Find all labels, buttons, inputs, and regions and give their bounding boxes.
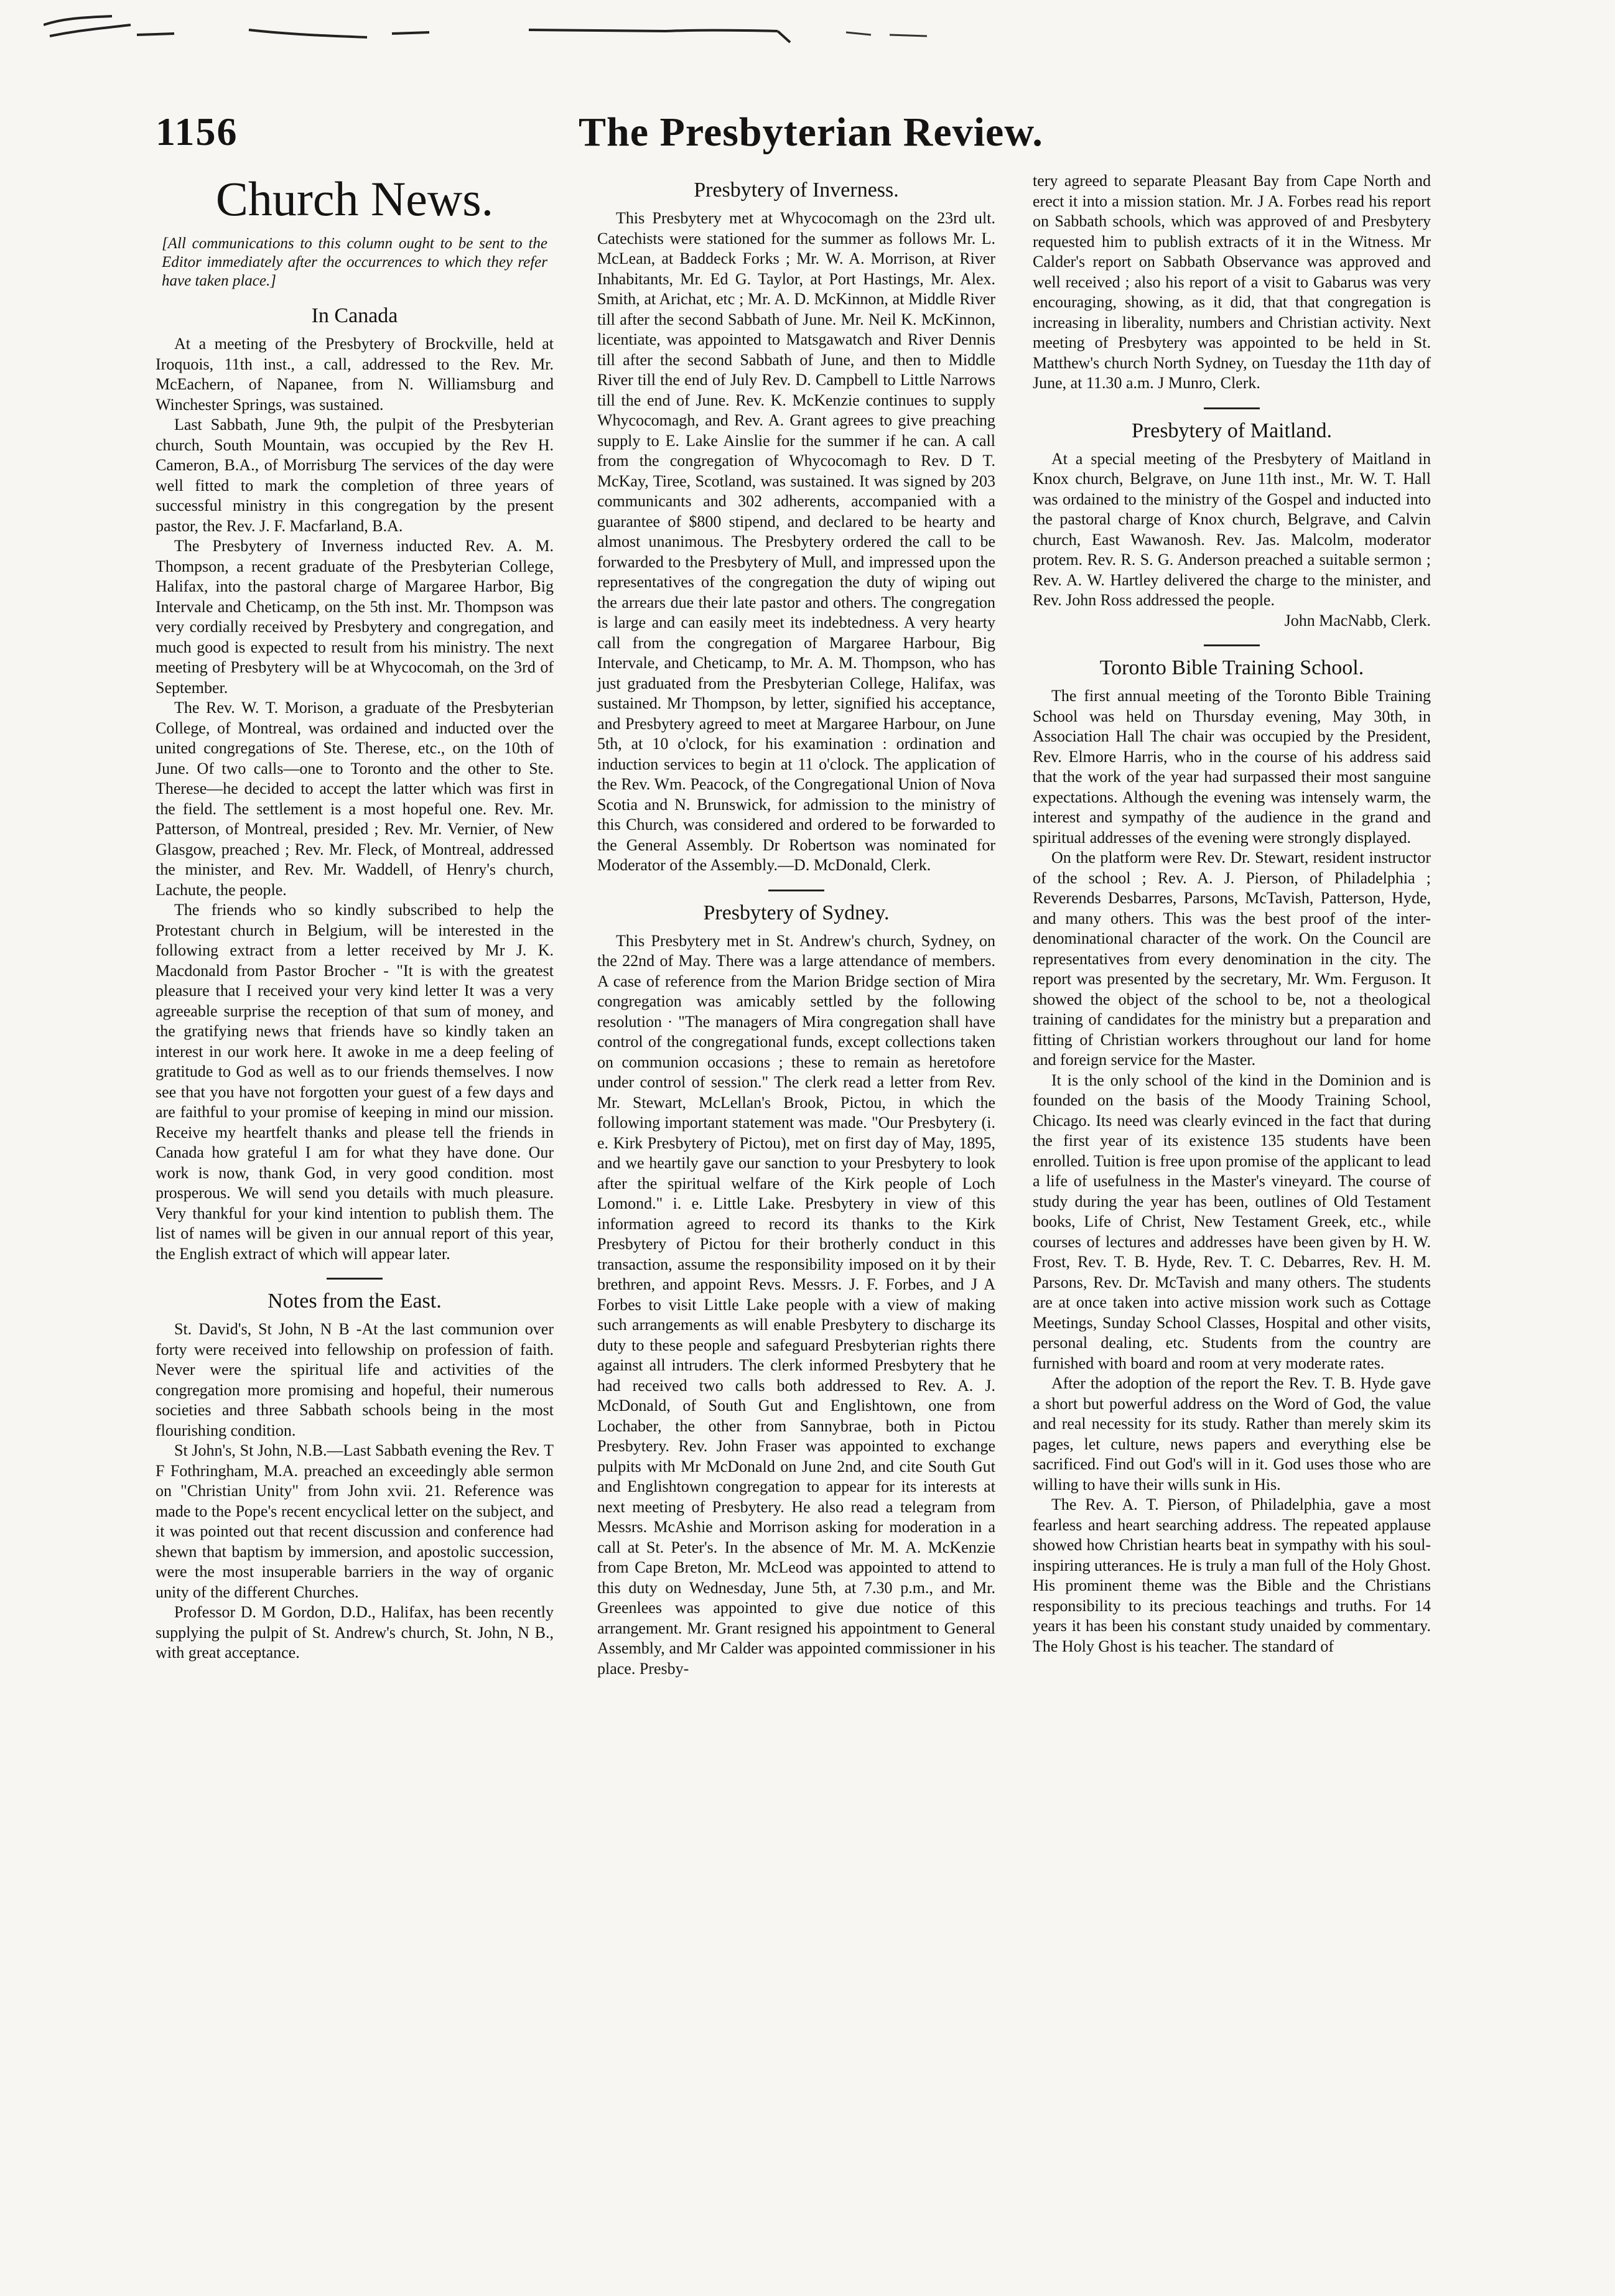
section-heading-notes-from-east: Notes from the East. xyxy=(268,1290,442,1313)
page-number: 1156 xyxy=(156,109,238,154)
in-canada-body xyxy=(156,334,554,1264)
maitland-body xyxy=(1033,449,1431,631)
section-heading-in-canada: In Canada xyxy=(311,304,398,327)
sydney-continued-body xyxy=(1033,171,1431,394)
column-2 xyxy=(597,171,995,1679)
paragraph: Professor D. M Gordon, D.D., Halifax, has been recently supplying the pulpit of St. Andrew's church, St. John, N B., with great acceptance. xyxy=(156,1603,554,1662)
page-header xyxy=(156,109,1431,168)
section-heading-toronto-bible-school: Toronto Bible Training School. xyxy=(1099,656,1364,679)
paragraph: After the adoption of the report the Rev. T. B. Hyde gave a short but powerful address on the Word of God, the value and real necessity for its study. Rather than merely skim its pages, let culture, news papers and everything else be sacrificed. Find out God's will in it. God uses those who are willing to have their wills sunk in His. xyxy=(1033,1374,1431,1494)
column-1 xyxy=(156,171,554,1663)
paragraph: At a special meeting of the Presbytery of Maitland in Knox church, Belgrave, on June 11th inst., Mr. W. T. Hall was ordained to the ministry of the Gospel and inducted into the pastoral charge of Knox church, Belgrave, and Calvin church, East Wawanosh. Rev. Jas. Malcolm, moderator protem. Rev. R. S. G. Anderson preached a suitable sermon ; Rev. A. W. Hartley delivered the charge to the minister, and Rev. John Ross addressed the people. xyxy=(1033,449,1431,609)
scan-artifact-marks xyxy=(44,11,977,49)
paragraph: This Presbytery met in St. Andrew's church, Sydney, on the 22nd of May. There was a large attendance of members. A case of reference from the Marion Bridge section of Mira congregation was amicably settled by the following resolution · "The managers of Mira congregation shall have control of the congregational funds, except collections taken on communion occasions ; these to remain as heretofore under control of session." The clerk read a letter from Rev. Mr. Stewart, McLellan's Brook, Pictou, in which the following important statement was made. "Our Presbytery (i. e. Kirk Presbytery of Pictou), met on first day of May, 1895, and we heartily gave our sanction to your Presbytery to look after the spiritual welfare of the Kirk people of Loch Lomond." i. e. Little Lake. Presbytery in view of this information agreed to record its thanks to the Kirk Presbytery of Pictou for their brotherly conduct in this transaction, assume the responsibility imposed on it by their brethren, and appoint Revs. Messrs. J. F. Forbes, and J A Forbes to visit Little Lake people with a view of making such arrangements as will enable Presbytery to discharge its duty to these people and safeguard Presbyterian rights there against all intruders. The clerk informed Presbytery that he had received two calls both addressed to Rev. A. J. McDonald, of South Gut and Englishtown, one from Lochaber, the other from Sannybrae, both in Pictou Presbytery. Rev. John Fraser was appointed to exchange pulpits with Mr McDonald on June 2nd, and cite South Gut and Englishtown congregation to appear for its interests at next meeting of Presbytery. He also read a telegram from Messrs. McAshie and Morrison asking for moderation in a call at St. Peter's. In the absence of Mr. M. A. McKenzie from Cape Breton, Mr. McLeod was appointed to attend to this duty on Wednesday, June 5th, at 7.30 p.m., and Mr. Greenlees was appointed to give due notice of this arrangement. Mr. Grant resigned his appointment to General Assembly, and Mr Calder was appointed commissioner in his place. Presby- xyxy=(597,931,995,1678)
section-heading-presbytery-maitland: Presbytery of Maitland. xyxy=(1132,419,1332,442)
section-divider xyxy=(768,890,824,891)
section-heading-presbytery-inverness: Presbytery of Inverness. xyxy=(694,179,899,202)
paragraph: Last Sabbath, June 9th, the pulpit of the Presbyterian church, South Mountain, was occupied by the Rev H. Cameron, B.A., of Morrisburg The services of the day were well fitted to mark the completion of three years of successful ministry in this congregation by the present pastor, the Rev. J. F. Macfarland, B.A. xyxy=(156,416,554,535)
journal-title: The Presbyterian Review. xyxy=(579,109,1043,155)
notes-from-east-body xyxy=(156,1319,554,1663)
section-divider xyxy=(1204,407,1260,409)
sydney-body xyxy=(597,931,995,1680)
column-3 xyxy=(1033,171,1431,1657)
editor-note: [All communications to this column ought to be sent to the Editor immediately after the occurrences to which they refer have taken place.] xyxy=(162,235,547,289)
paragraph: The friends who so kindly subscribed to help the Protestant church in Belgium, will be interested in the following extract from a letter received by Mr J. K. Macdonald from Pastor Brocher - "It is with the greatest pleasure that I received your very kind letter It was a very agreeable surprise the reception of that sum of money, and the gratifying news that friends have so kindly taken an interest in our work here. It awoke in me a deep feeling of gratitude to God as well as to our friends themselves. I now see that you have not forgotten your guest of a few days and are faithful to your promise of keeping in mind our mission. Receive my heartfelt thanks and please tell the friends in Canada how grateful I am for what they have done. Our work is now, thank God, in very good condition. most prosperous. We will send you details with much pleasure. Very thankful for your kind intention to publish them. The list of names will be given in our annual report of this year, the English extract of which will appear later. xyxy=(156,901,554,1263)
church-news-title: Church News. xyxy=(215,172,494,226)
paragraph: tery agreed to separate Pleasant Bay from Cape North and erect it into a mission station. Mr. J A. Forbes read his report on Sabbath schools, which was approved of and Presbytery requested him to publish extracts of it in the Witness. Mr Calder's report on Sabbath Observance was approved and well received ; also his report of a visit to Gabarus was very encouraging, showing, as it did, that that congregation is increasing in liberality, numbers and Christian activity. Next meeting of Presbytery was appointed to be held in St. Matthew's church North Sydney, on Tuesday the 11th day of June, at 11.30 a.m. J Munro, Clerk. xyxy=(1033,172,1431,392)
paragraph: St John's, St John, N.B.—Last Sabbath evening the Rev. T F Fothringham, M.A. preached an exceedingly able sermon on "Christian Unity" from John xvii. 21. Reference was made to the Pope's recent encyclical letter on the subject, and it was pointed out that recent discussion and conference had shewn that baptism by immersion, and apostolic succession, were the most insuperable barriers in the way of organic unity of the different Churches. xyxy=(156,1441,554,1601)
toronto-bible-school-body xyxy=(1033,686,1431,1657)
section-divider xyxy=(327,1278,383,1280)
paragraph: The Rev. A. T. Pierson, of Philadelphia, gave a most fearless and heart searching address. The repeated applause showed how Christian hearts beat in sympathy with his soul-inspiring utterances. He is truly a man full of the Holy Ghost. His prominent theme was the Bible and the Christians responsibility to its precious teachings and truths. For 14 years it has been his constant study unaided by commentary. The Holy Ghost is his teacher. The standard of xyxy=(1033,1495,1431,1655)
paragraph: St. David's, St John, N B -At the last communion over forty were received into fellowship on profession of faith. Never were the spiritual life and activities of the congregation more promising and hopeful, their numerous societies and three Sabbath schools being in the most flourishing condition. xyxy=(156,1320,554,1439)
clerk-signature: John MacNabb, Clerk. xyxy=(1284,611,1431,630)
section-divider xyxy=(1204,644,1260,646)
paragraph: This Presbytery met at Whycocomagh on the 23rd ult. Catechists were stationed for the summer as follows Mr. L. McLean, at Baddeck Forks ; Mr. W. A. Morrison, at River Inhabitants, Mr. Ed G. Taylor, at Port Hastings, Mr. Alex. Smith, at Arichat, etc ; Mr. A. D. McKinnon, at Middle River till after the second Sabbath of June. Mr. Neil K. McKinnon, licentiate, was appointed to Matsgawatch and River Dennis till after the second Sabbath of June, and then to Middle River till the end of July Rev. D. Campbell to Little Narrows till the end of June. Rev. K. McKenzie continues to supply Whycocomagh, and Rev. A. Grant agrees to give preaching supply to E. Lake Ainslie for the summer if he can. A call from the congregation of Whycocomagh to Rev. D T. McKay, Tiree, Scotland, was sustained. It was signed by 203 communicants and 302 adherents, accompanied with a guarantee of $800 stipend, and declared to be hearty and almost unanimous. The Presbytery ordered the call to be forwarded to the Presbytery of Mull, and impressed upon the representatives of the congregation the duty of wiping out the arrears due their late pastor and others. The congregation is large and can easily meet its indebtedness. A very hearty call from the congregation of Margaree Harbour, Big Intervale, and Cheticamp, to Mr. A. M. Thompson, who has just graduated from the Presbyterian College, Halifax, was sustained. Mr Thompson, by letter, signified his acceptance, and Presbytery agreed to meet at Margaree Harbour, on June 5th, at 10 o'clock, for his examination : ordination and induction services to begin at 11 o'clock. The application of the Rev. Wm. Peacock, of the Congregational Union of Nova Scotia and N. Brunswick, for admission to the ministry of this Church, was considered and ordered to be forwarded to the General Assembly. Dr Robertson was nominated for Moderator of the Assembly.—D. McDonald, Clerk. xyxy=(597,209,995,874)
paragraph: At a meeting of the Presbytery of Brockville, held at Iroquois, 11th inst., a call, addressed to the Rev. Mr. McEachern, of Napanee, from N. Williamsburg and Winchester Springs, was sustained. xyxy=(156,335,554,414)
paragraph: On the platform were Rev. Dr. Stewart, resident instructor of the school ; Rev. A. J. Pierson, of Philadelphia ; Reverends Desbarres, Parsons, McTavish, Patterson, Hyde, and many others. This was the best proof of the inter-denominational character of the work. On the Council are representatives from every denomination in the city. The report was presented by the secretary, Mr. Wm. Ferguson. It showed the object of the school to be, not a theological training of candidates for the ministry but a preparation and fitting of Christian workers throughout our land for home and foreign service for the Master. xyxy=(1033,848,1431,1069)
paragraph: The first annual meeting of the Toronto Bible Training School was held on Thursday evening, May 30th, in Association Hall The chair was occupied by the President, Rev. Elmore Harris, who in the course of his address said that the work of the year had surpassed their most sanguine expectations. Although the evening was intensely warm, the interest and sympathy of the audience in the grand and spiritual addresses of the evening were strongly displayed. xyxy=(1033,687,1431,847)
paragraph: It is the only school of the kind in the Dominion and is founded on the basis of the Moody Training School, Chicago. Its need was clearly evinced in the fact that during the first year of its existence 135 students have been enrolled. Tuition is free upon promise of the applicant to lead a life of usefulness in the Master's vineyard. The course of study during the year has been, outlines of Old Testament books, Life of Christ, New Testament Greek, etc., while courses of lectures and addresses have been given by H. W. Frost, Rev. T. B. Hyde, Rev. T. C. Debarres, Rev. H. M. Parsons, Rev. Dr. McTavish and many others. The students are at once taken into active mission work such as Cottage Meetings, Sunday School Classes, Hospital and other visits, personal dealing, etc. Students from the country are furnished with board and room at very moderate rates. xyxy=(1033,1071,1431,1372)
paragraph: The Rev. W. T. Morison, a graduate of the Presbyterian College, of Montreal, was ordained and inducted over the united congregations of Ste. Therese, etc., on the 10th of June. Of two calls—one to Toronto and the other to Ste. Therese—he decided to accept the latter which was first in the field. The settlement is a most hopeful one. Rev. Mr. Patterson, of Montreal, presided ; Rev. Mr. Vernier, of New Glasgow, preached ; Rev. Mr. Fleck, of Montreal, addressed the minister, and Rev. Mr. Waddell, of Henry's church, Lachute, the people. xyxy=(156,699,554,899)
inverness-body xyxy=(597,208,995,876)
section-heading-presbytery-sydney: Presbytery of Sydney. xyxy=(703,901,890,924)
paragraph: The Presbytery of Inverness inducted Rev. A. M. Thompson, a recent graduate of the Presbyterian College, Halifax, into the pastoral charge of Margaree Harbor, Big Intervale and Cheticamp, on the 5th inst. Mr. Thompson was very cordially received by Presbytery and congregation, and much good is expected to result from his ministry. The next meeting of Presbytery will be at Whycocomah, on the 3rd of September. xyxy=(156,537,554,697)
